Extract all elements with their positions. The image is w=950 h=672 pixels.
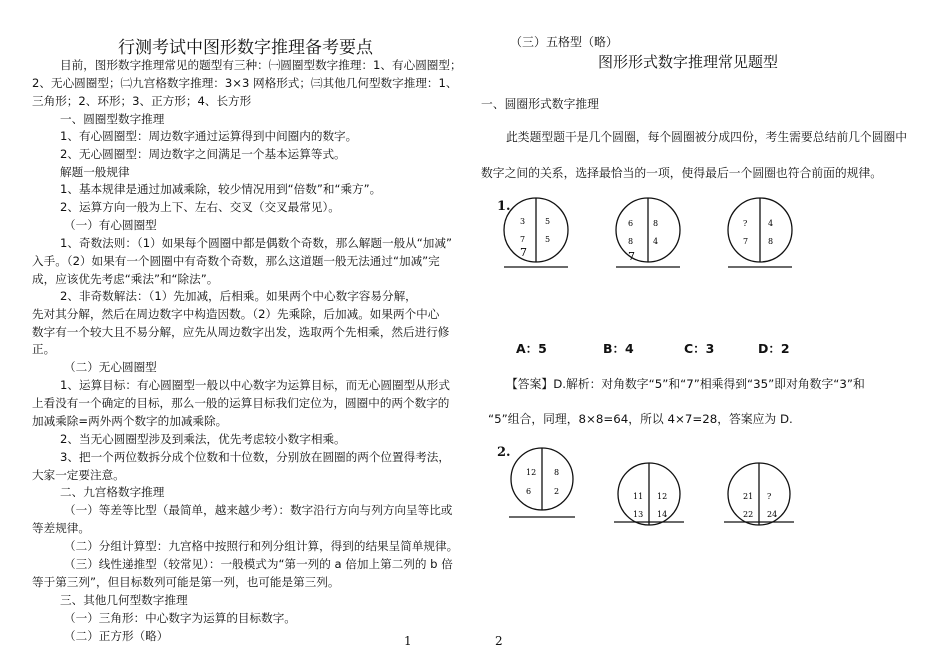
left-text-line: 1、有心圆圈型：周边数字通过运算得到中间圈内的数字。: [60, 129, 358, 143]
q1-c2-bottom-right: 4: [653, 237, 659, 246]
q1-c1-top-left: 3: [520, 217, 526, 226]
question-2-number: 2.: [497, 445, 511, 460]
q2-c1-bottom-left: 6: [526, 487, 532, 496]
left-text-line: 等于第三列”，但目标数列可能是第一列，也可能是第三列。: [32, 575, 340, 589]
q1-c1-center: 7: [520, 246, 527, 259]
q2-circle-3: [724, 463, 794, 525]
left-text-line: 三角形；2、环形；3、正方形；4、长方形: [32, 94, 252, 108]
left-text-line: 1、运算目标：有心圆圈型一般以中心数字为运算目标，而无心圆圈型从形式: [60, 378, 450, 392]
q1-c2-top-right: 8: [653, 219, 659, 228]
q2-c2-bottom-left: 13: [633, 510, 644, 519]
q1-c1-bottom-right: 5: [545, 235, 551, 244]
q2-circle-2: [614, 463, 684, 525]
left-text-line: （三）线性递推型（较常见）：一般模式为“第一列的 a 倍加上第二列的 b 倍: [64, 557, 453, 571]
q1-c2-bottom-left: 8: [628, 237, 634, 246]
left-page-title: 行测考试中图形数字推理备考要点: [118, 38, 373, 58]
option-b[interactable]: B：4: [603, 341, 634, 356]
page-number-right: 2: [495, 634, 503, 648]
right-page-title: 图形形式数字推理常见题型: [598, 53, 779, 71]
q2-circle-1: [509, 448, 575, 517]
left-text-line: （二）分组计算型：九宫格中按照行和列分组计算，得到的结果呈简单规律。: [64, 539, 459, 553]
q2-c3-bottom-right: 24: [767, 510, 778, 519]
q2-c2-top-right: 12: [657, 492, 668, 501]
left-text-line: 解题一般规律: [60, 165, 130, 179]
left-text-line: （一）有心圆圈型: [64, 218, 157, 232]
section-heading-circle: 一、圆圈形式数字推理: [481, 97, 599, 111]
left-text-line: 2、当无心圆圈型涉及到乘法，优先考虑较小数字相乘。: [60, 432, 346, 446]
q2-c1-top-right: 8: [554, 468, 560, 477]
left-text-line: 2、非奇数解法：（1）先加减，后相乘。如果两个中心数字容易分解，: [60, 289, 417, 303]
q2-c3-top-left: 21: [743, 492, 754, 501]
left-text-line: （一）三角形：中心数字为运算的目标数字。: [64, 611, 296, 625]
left-text-line: 1、奇数法则：（1）如果每个圆圈中都是偶数个奇数，那么解题一般从“加减”: [60, 236, 452, 250]
q2-c2-bottom-right: 14: [657, 510, 668, 519]
left-text-line: 正。: [32, 342, 56, 356]
q1-circle-3: [728, 198, 792, 267]
q1-circle-1: [504, 198, 568, 267]
left-text-line: 上看没有一个确定的目标，那么一般的运算目标我们定位为，圆圈中的两个数字的: [32, 396, 450, 410]
question-1-figure: [500, 193, 820, 273]
left-text-line: 数字有一个较大且不易分解，应先从周边数字出发，选取两个先相乘，然后进行修: [32, 325, 450, 339]
option-d[interactable]: D：2: [758, 341, 790, 356]
left-text-line: 2、运算方向一般为上下、左右、交叉（交叉最常见）。: [60, 200, 340, 214]
left-text-line: 2、无心圆圈型；㈡九宫格数字推理：3×3 网格形式；㈢其他几何型数字推理：1、: [32, 76, 458, 90]
q1-c3-bottom-right: 8: [768, 237, 774, 246]
question-1-number: 1.: [497, 199, 511, 214]
left-text-line: 先对其分解，然后在周边数字中构造因数。（2）先乘除，后加减。如果两个中心: [32, 307, 440, 321]
left-text-line: 等差规律。: [32, 521, 90, 535]
q1-circle-2: [616, 198, 680, 267]
left-text-line: 一、圆圈型数字推理: [60, 112, 165, 126]
q1-c3-bottom-left: 7: [743, 237, 749, 246]
left-text-line: （一）等差等比型（最简单，越来越少考）：数字沿行方向与列方向呈等比或: [64, 503, 453, 517]
answer-line-2: “5”组合，同理，8×8=64，所以 4×7=28，答案应为 D.: [488, 412, 793, 426]
left-text-line: 入手。（2）如果有一个圆圈中有奇数个奇数，那么这道题一般无法通过“加减”完: [32, 254, 440, 268]
q2-c2-top-left: 11: [633, 492, 644, 501]
left-text-line: 1、基本规律是通过加减乘除，较少情况用到“倍数”和“乘方”。: [60, 182, 382, 196]
q1-c2-top-left: 6: [628, 219, 634, 228]
answer-line-1: 【答案】D.解析：对角数字“5”和“7”相乘得到“35”即对角数字“3”和: [506, 377, 865, 391]
left-text-line: 三、其他几何型数字推理: [60, 593, 188, 607]
left-text-line: 成，应该优先考虑“乘法”和“除法”。: [32, 272, 219, 286]
q1-c3-top-right: 4: [768, 219, 774, 228]
left-text-line: 3、把一个两位数拆分成个位数和十位数，分别放在圆圈的两个位置得考法，: [60, 450, 450, 464]
q2-c1-top-left: 12: [526, 468, 537, 477]
left-text-line: 2、无心圆圈型：周边数字之间满足一个基本运算等式。: [60, 147, 346, 161]
left-text-line: 目前，图形数字推理常见的题型有三种：㈠圆圈型数字推理：1、有心圆圈型；: [60, 58, 462, 72]
left-text-line: 大家一定要注意。: [32, 468, 125, 482]
left-text-line: 加减乘除=两外两个数字的加减乘除。: [32, 414, 228, 428]
q2-c3-bottom-left: 22: [743, 510, 754, 519]
intro-line-2: 数字之间的关系，选择最恰当的一项，使得最后一个圆圈也符合前面的规律。: [481, 166, 883, 180]
left-text-line: （二）无心圆圈型: [64, 360, 157, 374]
q1-c1-bottom-left: 7: [520, 235, 526, 244]
q1-c3-top-left: ?: [743, 219, 748, 228]
left-text-line: 二、九宫格数字推理: [60, 485, 165, 499]
left-text-line: （二）正方形（略）: [64, 629, 169, 643]
q1-c1-top-right: 5: [545, 217, 551, 226]
q2-c1-bottom-right: 2: [554, 487, 560, 496]
question-2-figure: [505, 445, 825, 535]
option-a[interactable]: A：5: [516, 341, 547, 356]
page-number-left: 1: [404, 634, 412, 648]
option-c[interactable]: C：3: [684, 341, 715, 356]
section-note-wuge: （三）五格型（略）: [510, 35, 619, 49]
intro-line-1: 此类题型题干是几个圆圈，每个圆圈被分成四份，考生需要总结前几个圆圈中: [506, 130, 908, 144]
q2-c3-top-right: ?: [767, 492, 772, 501]
q1-c2-center: 7: [628, 250, 635, 263]
